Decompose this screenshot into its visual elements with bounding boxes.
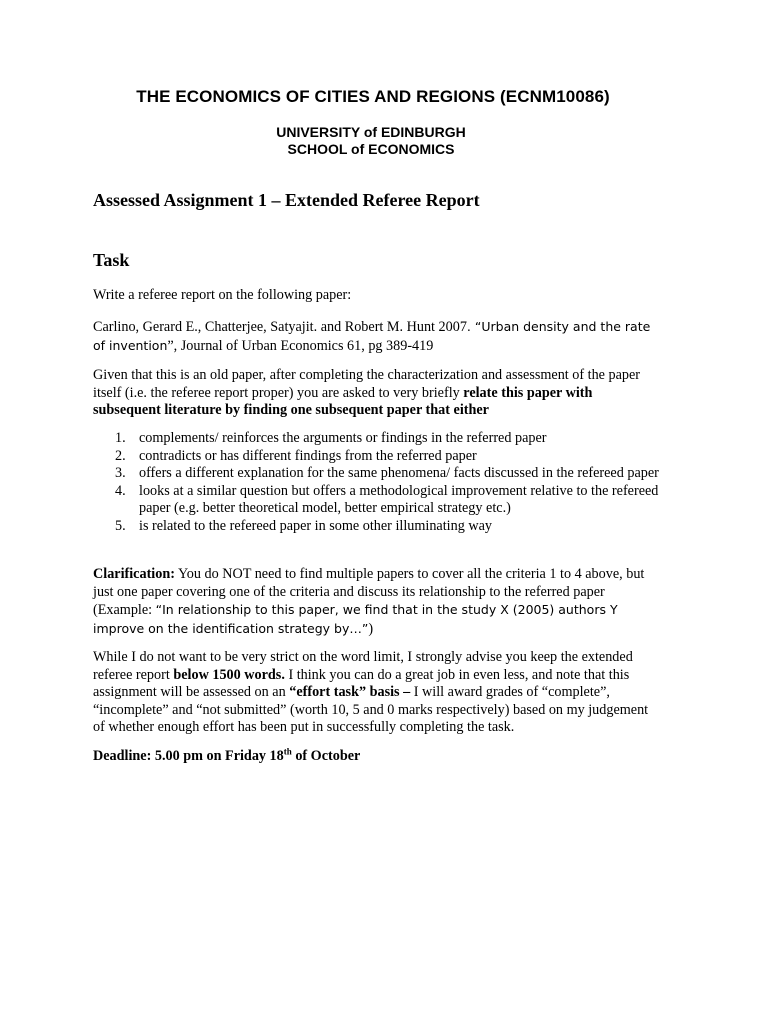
list-text: offers a different explanation for the same phenomena/ facts discussed in the refereed paper [139, 465, 659, 482]
list-text: is related to the refereed paper in some other illuminating way [139, 517, 492, 534]
list-number: 3. [115, 465, 126, 482]
list-item [93, 483, 659, 518]
school-name: SCHOOL of ECONOMICS [287, 141, 455, 157]
word-limit-bold-2: “effort task” basis – [289, 684, 411, 701]
citation-authors: Carlino, Gerard E., Chatterjee, Satyajit. and Robert M. Hunt 2007 [93, 319, 467, 335]
given-paragraph [93, 367, 659, 420]
deadline-suffix: of October [291, 748, 361, 764]
criteria-list [93, 430, 659, 536]
citation-title: . “Urban density and the rate of invention [93, 319, 651, 353]
word-limit-text-1: While I do not want to be very strict on the word limit, I strongly advise you keep the extended referee report [93, 649, 633, 683]
clarification-paragraph [93, 566, 659, 638]
list-number: 2. [115, 447, 126, 464]
paper-citation [93, 318, 659, 355]
deadline-prefix: Deadline: 5.00 pm on Friday 18 [93, 748, 284, 764]
list-number: 5. [115, 517, 126, 534]
university-name: UNIVERSITY of EDINBURGH [276, 124, 466, 140]
deadline-sup: th [283, 746, 292, 757]
deadline [93, 748, 659, 766]
word-limit-text-2: I think you can do a great job in even less, and note that this assignment will be assessed on an [93, 666, 630, 701]
clarification-example: “In relationship to this paper, we find that in the study X (2005) authors Y improve on the identification strategy by…” [93, 602, 618, 636]
list-item [93, 518, 659, 536]
clarification-label: Clarification: [93, 566, 175, 582]
list-number: 4. [115, 482, 126, 499]
clarification-close: ) [368, 620, 374, 637]
list-number: 1. [115, 430, 126, 446]
list-item [93, 448, 659, 466]
citation-journal: ”, Journal of Urban Economics 61, pg 389-419 [167, 337, 434, 354]
given-text: Given that this is an old paper, after completing the characterization and assessment of the paper itself (i.e. the referee report proper) you are asked to very briefly [93, 367, 641, 401]
list-text: contradicts or has different findings from the referred paper [139, 447, 477, 464]
clarification-text: You do NOT need to find multiple papers to cover all the criteria 1 to 4 above, but just one paper covering one of the criteria and discuss its relationship to the referred paper (Example: [93, 566, 645, 619]
list-item [93, 465, 659, 483]
list-text: complements/ reinforces the arguments or findings in the referred paper [139, 430, 547, 446]
word-limit-text-3: I will award grades of “complete”, “incomplete” and “not submitted” (worth 10, 5 and 0 marks respectively) based on my judgement of whether enough effort has been put in successfully completing the task. [93, 684, 649, 736]
task-instruction: Write a referee report on the following paper: [93, 287, 352, 303]
word-limit-bold-1: below 1500 words. [173, 666, 285, 683]
given-bold-text: relate this paper with subsequent literature by finding one subsequent paper that either [93, 384, 593, 419]
list-text: looks at a similar question but offers a methodological improvement relative to the refereed paper (e.g. better theoretical model, better empirical strategy etc.) [139, 482, 659, 517]
list-item [93, 430, 659, 448]
task-heading: Task [93, 250, 130, 270]
assignment-title: Assessed Assignment 1 – Extended Referee Report [93, 190, 480, 210]
course-title: THE ECONOMICS OF CITIES AND REGIONS (ECNM10086) [136, 87, 610, 106]
word-limit-paragraph [93, 649, 659, 737]
